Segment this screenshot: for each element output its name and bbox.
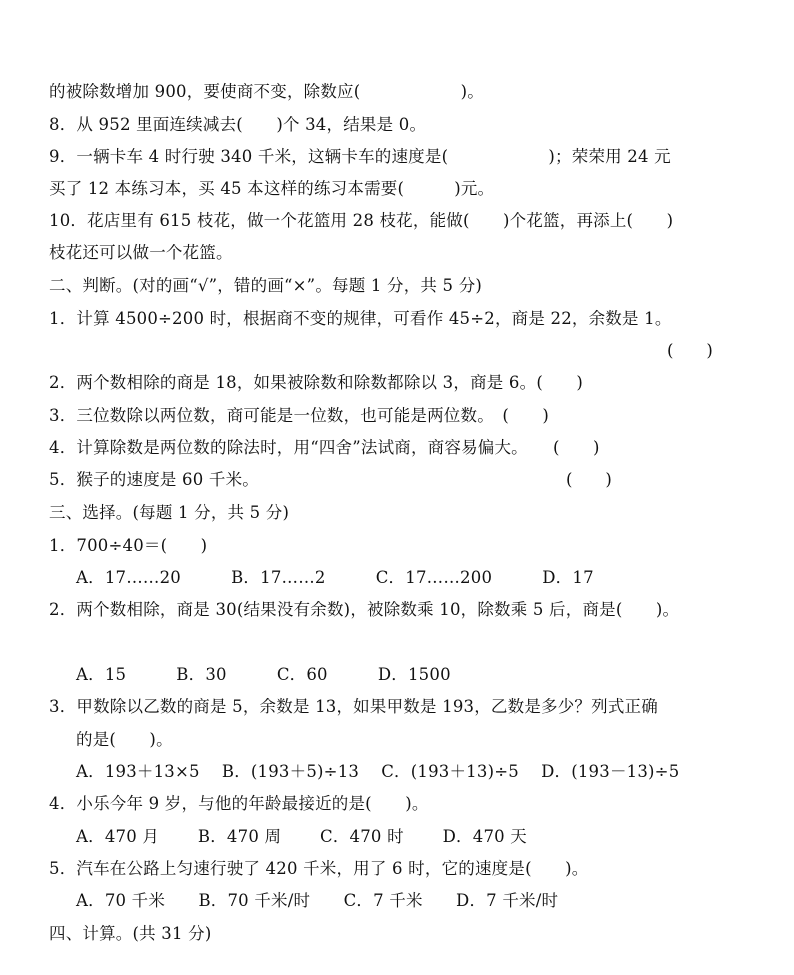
choice-q1-options: A．17……20 B．17……2 C．17……200 D．17 [76, 568, 594, 587]
judge-q5: 5．猴子的速度是 60 千米。 [49, 470, 259, 489]
choice-q3-options: A．193＋13×5 B．(193＋5)÷13 C．(193＋13)÷5 D．(193－13)÷5 [76, 762, 680, 781]
fill-q10-line2: 枝花还可以做一个花篮。 [49, 243, 233, 262]
judge-q1: 1．计算 4500÷200 时，根据商不变的规律，可看作 45÷2，商是 22，余数是 1。 [49, 309, 672, 328]
judge-q5-answer-paren: ( ) [566, 470, 612, 489]
fill-q8: 8．从 952 里面连续减去( )个 34，结果是 0。 [49, 115, 427, 134]
fill-q9-line1: 9．一辆卡车 4 时行驶 340 千米，这辆卡车的速度是( )；荣荣用 24 元 [49, 147, 671, 166]
choice-section-heading: 三、选择。(每题 1 分，共 5 分) [49, 503, 290, 522]
fill-q9-line2: 买了 12 本练习本，买 45 本这样的练习本需要( )元。 [49, 179, 495, 198]
choice-q2-options: A．15 B．30 C．60 D．1500 [76, 665, 451, 684]
judge-q2: 2．两个数相除的商是 18，如果被除数和除数都除以 3，商是 6。( ) [49, 373, 583, 392]
fill-q7-continuation: 的被除数增加 900，要使商不变，除数应( )。 [49, 82, 484, 101]
choice-q3-line2: 的是( )。 [76, 730, 173, 749]
judge-q4: 4．计算除数是两位数的除法时，用“四舍”法试商，商容易偏大。 ( ) [49, 438, 600, 457]
choice-q5: 5．汽车在公路上匀速行驶了 420 千米，用了 6 时，它的速度是( )。 [49, 859, 589, 878]
judge-section-heading: 二、判断。(对的画“√”，错的画“×”。每题 1 分，共 5 分) [49, 276, 483, 295]
choice-q1: 1．700÷40＝( ) [49, 536, 208, 555]
choice-q3-line1: 3．甲数除以乙数的商是 5，余数是 13，如果甲数是 193，乙数是多少？列式正确 [49, 697, 658, 716]
judge-q3: 3．三位数除以两位数，商可能是一位数，也可能是两位数。 ( ) [49, 406, 550, 425]
choice-q4: 4．小乐今年 9 岁，与他的年龄最接近的是( )。 [49, 794, 429, 813]
choice-q2: 2．两个数相除，商是 30(结果没有余数)，被除数乘 10，除数乘 5 后，商是( )。 [49, 600, 680, 619]
fill-q10-line1: 10．花店里有 615 枝花，做一个花篮用 28 枝花，能做( )个花篮，再添上( ) [49, 211, 674, 230]
calc-section-heading: 四、计算。(共 31 分) [49, 924, 212, 943]
choice-q5-options: A．70 千米 B．70 千米/时 C．7 千米 D．7 千米/时 [76, 891, 559, 910]
choice-q4-options: A．470 月 B．470 周 C．470 时 D．470 天 [76, 827, 527, 846]
judge-q1-answer-paren: ( ) [667, 341, 713, 360]
